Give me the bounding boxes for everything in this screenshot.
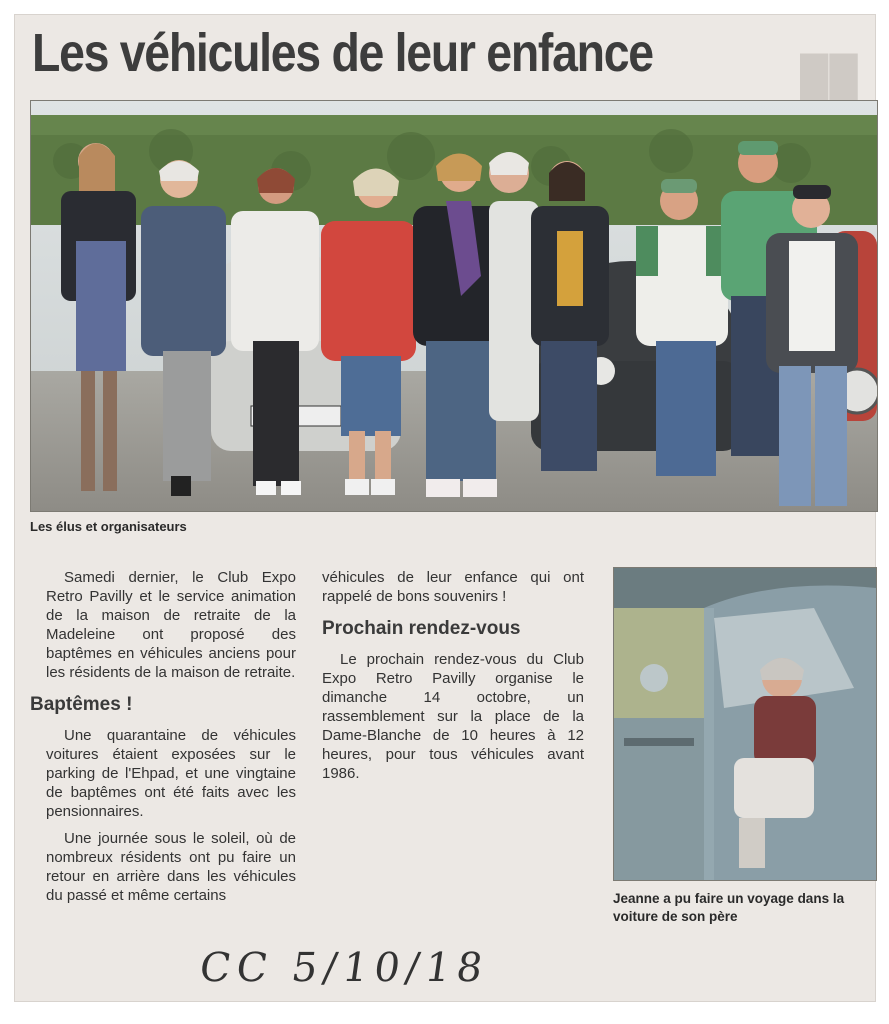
article-column-2 bbox=[322, 568, 584, 791]
paragraph-intro: Samedi dernier, le Club Expo Retro Pavilly et le service animation de la maison de retraite de la Madeleine ont proposé des baptêmes en véhicules anciens pour les résidents de la maison de retraite. bbox=[46, 569, 296, 681]
subhead-prochain-rendez-vous: Prochain rendez-vous bbox=[322, 618, 521, 639]
paragraph-continuation: véhicules de leur enfance qui ont rappelé de bons souvenirs ! bbox=[322, 569, 584, 605]
paragraph-sunny-day: Une journée sous le soleil, où de nombreux résidents ont pu faire un retour en arrière dans les véhicules du passé et même certains bbox=[46, 830, 296, 904]
bleed-through-decoration: ██ bbox=[800, 55, 859, 99]
small-photo-caption: Jeanne a pu faire un voyage dans la voiture de son père bbox=[613, 891, 845, 924]
paragraph-vehicles: Une quarantaine de véhicules voitures étaient exposées sur le parking de l'Ehpad, et une vingtaine de baptêmes ont été faits avec les pensionnaires. bbox=[46, 727, 296, 820]
article-headline: Les véhicules de leur enfance bbox=[32, 23, 653, 83]
group-photo-illustration bbox=[31, 101, 877, 511]
subhead-baptemes: Baptêmes ! bbox=[30, 694, 133, 715]
paragraph-next-event: Le prochain rendez-vous du Club Expo Retro Pavilly organise le dimanche 14 octobre, un rassemblement sur la place de la Dame-Blanche de 10 heures à 12 heures, pour tous véhicules avant 1986. bbox=[322, 651, 584, 782]
jeanne-car-illustration bbox=[614, 568, 876, 880]
main-photo-caption: Les élus et organisateurs bbox=[30, 519, 187, 534]
handwritten-date-note: CC 5/10/18 bbox=[196, 945, 492, 991]
jeanne-car-photo bbox=[613, 567, 877, 881]
group-photo bbox=[30, 100, 878, 512]
article-column-1 bbox=[30, 568, 296, 913]
